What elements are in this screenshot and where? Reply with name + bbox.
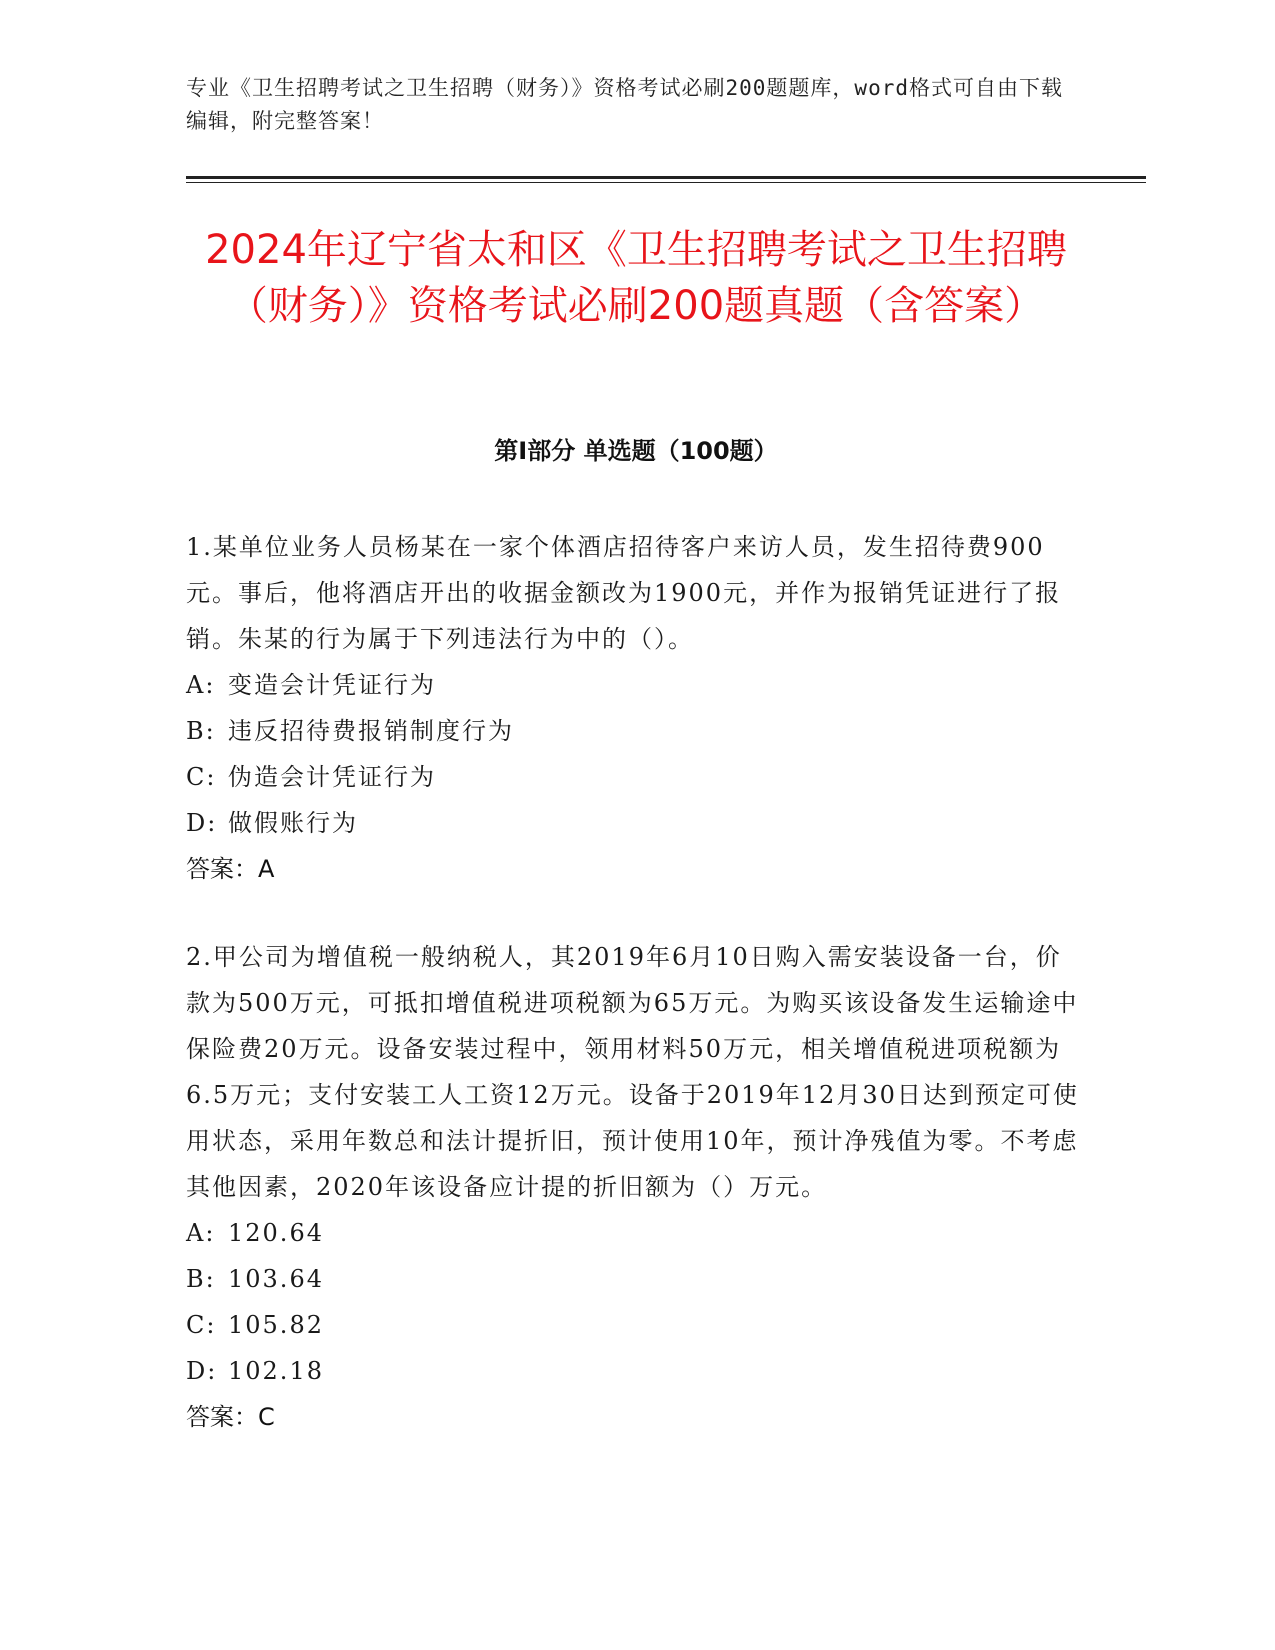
question-stem: 2.甲公司为增值税一般纳税人，其2019年6月10日购入需安装设备一台，价款为500万元，可抵扣增值税进项税额为65万元。为购买该设备发生运输途中保险费20万元。设备安装过程中，领用材料50万元，相关增值税进项税额为6.5万元；支付安装工人工资12万元。设备于2019年12月30日达到预定可使用状态，采用年数总和法计提折旧，预计使用10年，预计净残值为零。不考虑其他因素，2020年该设备应计提的折旧额为（）万元。 — [186, 943, 1079, 1201]
option-text: 102.18 — [228, 1357, 324, 1385]
question-2 — [186, 934, 1086, 1440]
header-divider-thick — [186, 176, 1146, 179]
question-list — [186, 524, 1086, 1482]
question-stem: 1.某单位业务人员杨某在一家个体酒店招待客户来访人员，发生招待费900元。事后，他将酒店开出的收据金额改为1900元，并作为报销凭证进行了报销。朱某的行为属于下列违法行为中的（）。 — [186, 533, 1062, 653]
option-text: 违反招待费报销制度行为 — [228, 717, 514, 745]
option-b — [186, 708, 1086, 754]
option-d — [186, 800, 1086, 846]
option-b — [186, 1256, 1086, 1302]
header-note: 专业《卫生招聘考试之卫生招聘（财务）》资格考试必刷200题题库，word格式可自由下载编辑，附完整答案！ — [186, 76, 1063, 133]
option-key: B: — [186, 1265, 216, 1293]
option-key: D: — [186, 809, 218, 837]
answer-label: 答案：A — [186, 855, 275, 883]
option-key: C: — [186, 763, 217, 791]
answer-label: 答案：C — [186, 1403, 275, 1431]
section-title: 第I部分 单选题（100题） — [494, 437, 778, 465]
option-key: A: — [186, 671, 216, 699]
question-1 — [186, 524, 1086, 892]
option-c — [186, 754, 1086, 800]
option-text: 伪造会计凭证行为 — [228, 763, 436, 791]
option-d — [186, 1348, 1086, 1394]
option-text: 103.64 — [228, 1265, 324, 1293]
option-c — [186, 1302, 1086, 1348]
option-a — [186, 662, 1086, 708]
option-a — [186, 1210, 1086, 1256]
option-key: D: — [186, 1357, 218, 1385]
header-divider-thin — [186, 182, 1146, 183]
option-text: 做假账行为 — [228, 809, 358, 837]
option-key: C: — [186, 1311, 217, 1339]
option-text: 120.64 — [228, 1219, 324, 1247]
option-key: B: — [186, 717, 216, 745]
option-key: A: — [186, 1219, 216, 1247]
option-text: 变造会计凭证行为 — [228, 671, 436, 699]
option-text: 105.82 — [228, 1311, 324, 1339]
document-title: 2024年辽宁省太和区《卫生招聘考试之卫生招聘（财务）》资格考试必刷200题真题（含答案） — [205, 227, 1067, 329]
